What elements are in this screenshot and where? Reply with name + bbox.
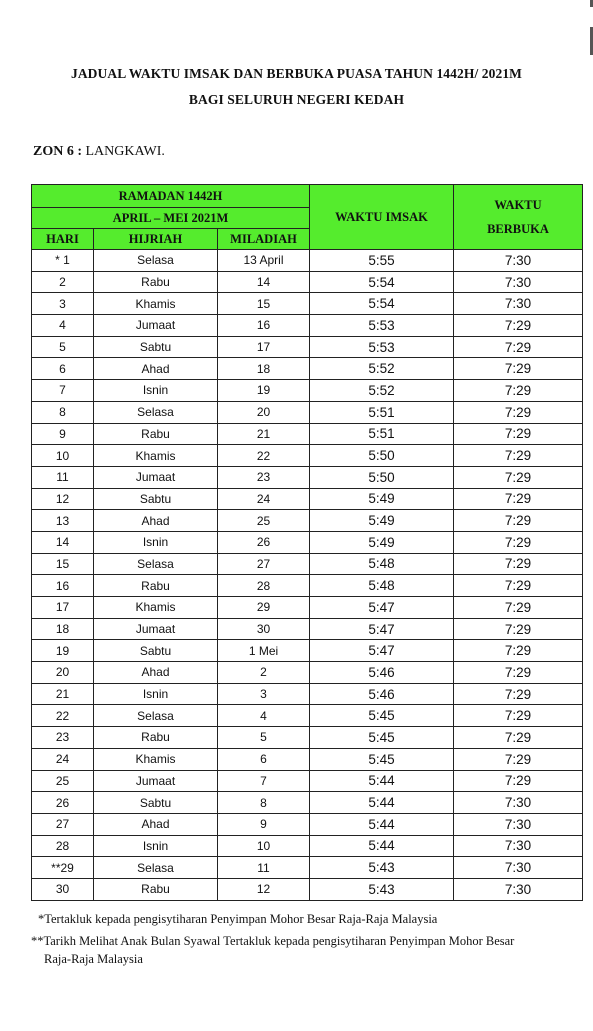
table-row bbox=[32, 510, 583, 532]
berbuka-time-cell: 7:30 bbox=[454, 857, 583, 879]
berbuka-time-cell: 7:29 bbox=[454, 597, 583, 619]
miladiah-cell: 24 bbox=[218, 488, 310, 510]
table-row bbox=[32, 250, 583, 272]
berbuka-time-cell: 7:29 bbox=[454, 401, 583, 423]
berbuka-time-cell: 7:30 bbox=[454, 293, 583, 315]
table-row bbox=[32, 792, 583, 814]
miladiah-cell: 8 bbox=[218, 792, 310, 814]
table-row bbox=[32, 553, 583, 575]
table-row bbox=[32, 423, 583, 445]
schedule-table-body bbox=[32, 250, 583, 901]
hijriah-cell: Khamis bbox=[94, 293, 218, 315]
hijriah-cell: Selasa bbox=[94, 401, 218, 423]
schedule-table bbox=[31, 184, 583, 901]
berbuka-time-cell: 7:30 bbox=[454, 271, 583, 293]
miladiah-cell: 23 bbox=[218, 466, 310, 488]
hari-cell: 26 bbox=[32, 792, 94, 814]
table-row bbox=[32, 488, 583, 510]
hari-cell: 19 bbox=[32, 640, 94, 662]
hari-cell: 30 bbox=[32, 878, 94, 900]
miladiah-cell: 26 bbox=[218, 531, 310, 553]
table-row bbox=[32, 835, 583, 857]
hari-cell: 3 bbox=[32, 293, 94, 315]
miladiah-cell: 16 bbox=[218, 315, 310, 337]
hari-cell: 25 bbox=[32, 770, 94, 792]
footnote-1: *Tertakluk kepada pengisytiharan Penyimpan Mohor Besar Raja-Raja Malaysia bbox=[38, 912, 438, 926]
miladiah-cell: 11 bbox=[218, 857, 310, 879]
berbuka-time-cell: 7:29 bbox=[454, 640, 583, 662]
hijriah-cell: Ahad bbox=[94, 813, 218, 835]
hari-cell: 27 bbox=[32, 813, 94, 835]
miladiah-cell: 7 bbox=[218, 770, 310, 792]
miladiah-cell: 28 bbox=[218, 575, 310, 597]
miladiah-cell: 20 bbox=[218, 401, 310, 423]
miladiah-cell: 25 bbox=[218, 510, 310, 532]
hari-cell: 13 bbox=[32, 510, 94, 532]
imsak-time-cell: 5:43 bbox=[310, 857, 454, 879]
berbuka-time-cell: 7:30 bbox=[454, 250, 583, 272]
table-row bbox=[32, 727, 583, 749]
ramadan-header: RAMADAN 1442H bbox=[32, 185, 310, 208]
hijriah-cell: Khamis bbox=[94, 445, 218, 467]
table-row bbox=[32, 640, 583, 662]
miladiah-cell: 9 bbox=[218, 813, 310, 835]
berbuka-time-cell: 7:29 bbox=[454, 358, 583, 380]
hijriah-cell: Sabtu bbox=[94, 336, 218, 358]
table-row bbox=[32, 597, 583, 619]
miladiah-cell: 27 bbox=[218, 553, 310, 575]
miladiah-cell: 15 bbox=[218, 293, 310, 315]
miladiah-cell: 17 bbox=[218, 336, 310, 358]
hijriah-cell: Rabu bbox=[94, 271, 218, 293]
hijriah-cell: Jumaat bbox=[94, 770, 218, 792]
imsak-time-cell: 5:44 bbox=[310, 792, 454, 814]
hijriah-cell: Jumaat bbox=[94, 315, 218, 337]
hijriah-cell: Rabu bbox=[94, 878, 218, 900]
berbuka-time-cell: 7:29 bbox=[454, 705, 583, 727]
document-title-line1: JADUAL WAKTU IMSAK DAN BERBUKA PUASA TAHUN 1442H/ 2021M bbox=[70, 66, 523, 81]
imsak-time-cell: 5:54 bbox=[310, 271, 454, 293]
berbuka-column-header bbox=[454, 185, 583, 250]
miladiah-cell: 3 bbox=[218, 683, 310, 705]
miladiah-cell: 1 Mei bbox=[218, 640, 310, 662]
miladiah-cell: 30 bbox=[218, 618, 310, 640]
berbuka-header-line2: BERBUKA bbox=[487, 222, 549, 236]
berbuka-time-cell: 7:30 bbox=[454, 835, 583, 857]
berbuka-time-cell: 7:29 bbox=[454, 380, 583, 402]
footnote-2-line1: **Tarikh Melihat Anak Bulan Syawal Tertakluk kepada pengisytiharan Penyimpan Mohor Besar bbox=[31, 934, 515, 948]
table-row bbox=[32, 315, 583, 337]
hari-cell: 4 bbox=[32, 315, 94, 337]
miladiah-column-header: MILADIAH bbox=[218, 229, 310, 250]
hari-cell: 6 bbox=[32, 358, 94, 380]
miladiah-cell: 13 April bbox=[218, 250, 310, 272]
hijriah-column-header: HIJRIAH bbox=[94, 229, 218, 250]
imsak-time-cell: 5:43 bbox=[310, 878, 454, 900]
berbuka-time-cell: 7:29 bbox=[454, 510, 583, 532]
table-row bbox=[32, 683, 583, 705]
hijriah-cell: Isnin bbox=[94, 531, 218, 553]
imsak-time-cell: 5:55 bbox=[310, 250, 454, 272]
footnote-2-line2: Raja-Raja Malaysia bbox=[44, 952, 143, 966]
hari-cell: 9 bbox=[32, 423, 94, 445]
hari-cell: 16 bbox=[32, 575, 94, 597]
imsak-time-cell: 5:44 bbox=[310, 813, 454, 835]
hari-cell: 20 bbox=[32, 662, 94, 684]
hari-cell: 15 bbox=[32, 553, 94, 575]
hari-cell: 18 bbox=[32, 618, 94, 640]
imsak-time-cell: 5:45 bbox=[310, 748, 454, 770]
hari-cell: 7 bbox=[32, 380, 94, 402]
hijriah-cell: Rabu bbox=[94, 423, 218, 445]
berbuka-time-cell: 7:29 bbox=[454, 618, 583, 640]
zone-label: ZON 6 : bbox=[33, 144, 82, 159]
imsak-time-cell: 5:46 bbox=[310, 662, 454, 684]
berbuka-time-cell: 7:29 bbox=[454, 770, 583, 792]
table-row bbox=[32, 336, 583, 358]
table-row bbox=[32, 466, 583, 488]
hijriah-cell: Khamis bbox=[94, 597, 218, 619]
table-row bbox=[32, 575, 583, 597]
berbuka-time-cell: 7:29 bbox=[454, 423, 583, 445]
berbuka-time-cell: 7:29 bbox=[454, 748, 583, 770]
imsak-time-cell: 5:52 bbox=[310, 358, 454, 380]
berbuka-time-cell: 7:29 bbox=[454, 683, 583, 705]
imsak-time-cell: 5:46 bbox=[310, 683, 454, 705]
hijriah-cell: Isnin bbox=[94, 835, 218, 857]
imsak-time-cell: 5:54 bbox=[310, 293, 454, 315]
imsak-time-cell: 5:49 bbox=[310, 488, 454, 510]
berbuka-time-cell: 7:29 bbox=[454, 662, 583, 684]
berbuka-time-cell: 7:29 bbox=[454, 531, 583, 553]
hijriah-cell: Jumaat bbox=[94, 618, 218, 640]
table-row bbox=[32, 618, 583, 640]
hijriah-cell: Isnin bbox=[94, 683, 218, 705]
miladiah-cell: 5 bbox=[218, 727, 310, 749]
hijriah-cell: Selasa bbox=[94, 250, 218, 272]
footnotes bbox=[31, 910, 571, 968]
table-row bbox=[32, 857, 583, 879]
imsak-column-header: WAKTU IMSAK bbox=[310, 185, 454, 250]
hari-cell: 17 bbox=[32, 597, 94, 619]
hari-cell: 23 bbox=[32, 727, 94, 749]
table-row bbox=[32, 705, 583, 727]
table-row bbox=[32, 531, 583, 553]
berbuka-time-cell: 7:29 bbox=[454, 488, 583, 510]
table-row bbox=[32, 380, 583, 402]
hari-column-header: HARI bbox=[32, 229, 94, 250]
table-row bbox=[32, 358, 583, 380]
hari-cell: 11 bbox=[32, 466, 94, 488]
table-row bbox=[32, 271, 583, 293]
hari-cell: 22 bbox=[32, 705, 94, 727]
imsak-time-cell: 5:49 bbox=[310, 531, 454, 553]
berbuka-time-cell: 7:30 bbox=[454, 813, 583, 835]
hijriah-cell: Jumaat bbox=[94, 466, 218, 488]
imsak-time-cell: 5:45 bbox=[310, 705, 454, 727]
miladiah-cell: 4 bbox=[218, 705, 310, 727]
hari-cell: * 1 bbox=[32, 250, 94, 272]
imsak-time-cell: 5:53 bbox=[310, 315, 454, 337]
hari-cell: 8 bbox=[32, 401, 94, 423]
hari-cell: 2 bbox=[32, 271, 94, 293]
berbuka-time-cell: 7:29 bbox=[454, 445, 583, 467]
imsak-time-cell: 5:45 bbox=[310, 727, 454, 749]
hari-cell: 10 bbox=[32, 445, 94, 467]
imsak-time-cell: 5:49 bbox=[310, 510, 454, 532]
miladiah-cell: 12 bbox=[218, 878, 310, 900]
footnote-2 bbox=[31, 932, 571, 968]
imsak-time-cell: 5:44 bbox=[310, 770, 454, 792]
month-range-header: APRIL – MEI 2021M bbox=[32, 208, 310, 229]
miladiah-cell: 2 bbox=[218, 662, 310, 684]
hari-cell: 5 bbox=[32, 336, 94, 358]
berbuka-time-cell: 7:30 bbox=[454, 792, 583, 814]
imsak-time-cell: 5:47 bbox=[310, 597, 454, 619]
table-row bbox=[32, 401, 583, 423]
imsak-time-cell: 5:50 bbox=[310, 466, 454, 488]
table-row bbox=[32, 813, 583, 835]
berbuka-time-cell: 7:29 bbox=[454, 727, 583, 749]
imsak-time-cell: 5:48 bbox=[310, 553, 454, 575]
imsak-time-cell: 5:51 bbox=[310, 423, 454, 445]
imsak-time-cell: 5:51 bbox=[310, 401, 454, 423]
imsak-time-cell: 5:50 bbox=[310, 445, 454, 467]
hijriah-cell: Sabtu bbox=[94, 640, 218, 662]
hijriah-cell: Sabtu bbox=[94, 792, 218, 814]
hijriah-cell: Ahad bbox=[94, 358, 218, 380]
table-row bbox=[32, 770, 583, 792]
berbuka-time-cell: 7:29 bbox=[454, 553, 583, 575]
table-row bbox=[32, 293, 583, 315]
table-row bbox=[32, 662, 583, 684]
berbuka-time-cell: 7:30 bbox=[454, 878, 583, 900]
hari-cell: **29 bbox=[32, 857, 94, 879]
hari-cell: 14 bbox=[32, 531, 94, 553]
miladiah-cell: 29 bbox=[218, 597, 310, 619]
hijriah-cell: Rabu bbox=[94, 575, 218, 597]
table-row bbox=[32, 748, 583, 770]
hari-cell: 12 bbox=[32, 488, 94, 510]
hijriah-cell: Selasa bbox=[94, 553, 218, 575]
hijriah-cell: Khamis bbox=[94, 748, 218, 770]
hijriah-cell: Ahad bbox=[94, 662, 218, 684]
hijriah-cell: Ahad bbox=[94, 510, 218, 532]
miladiah-cell: 10 bbox=[218, 835, 310, 857]
berbuka-time-cell: 7:29 bbox=[454, 315, 583, 337]
berbuka-header-line1: WAKTU bbox=[494, 198, 542, 212]
miladiah-cell: 14 bbox=[218, 271, 310, 293]
imsak-time-cell: 5:48 bbox=[310, 575, 454, 597]
document-title-line2: BAGI SELURUH NEGERI KEDAH bbox=[188, 92, 405, 107]
hijriah-cell: Isnin bbox=[94, 380, 218, 402]
hari-cell: 28 bbox=[32, 835, 94, 857]
table-row bbox=[32, 878, 583, 900]
berbuka-time-cell: 7:29 bbox=[454, 466, 583, 488]
hijriah-cell: Selasa bbox=[94, 857, 218, 879]
imsak-time-cell: 5:52 bbox=[310, 380, 454, 402]
miladiah-cell: 18 bbox=[218, 358, 310, 380]
zone-heading bbox=[33, 144, 165, 160]
berbuka-time-cell: 7:29 bbox=[454, 336, 583, 358]
imsak-time-cell: 5:47 bbox=[310, 640, 454, 662]
berbuka-time-cell: 7:29 bbox=[454, 575, 583, 597]
table-row bbox=[32, 445, 583, 467]
miladiah-cell: 21 bbox=[218, 423, 310, 445]
imsak-time-cell: 5:44 bbox=[310, 835, 454, 857]
miladiah-cell: 6 bbox=[218, 748, 310, 770]
miladiah-cell: 22 bbox=[218, 445, 310, 467]
hari-cell: 21 bbox=[32, 683, 94, 705]
hijriah-cell: Selasa bbox=[94, 705, 218, 727]
hijriah-cell: Rabu bbox=[94, 727, 218, 749]
zone-name: LANGKAWI. bbox=[85, 144, 165, 159]
miladiah-cell: 19 bbox=[218, 380, 310, 402]
hijriah-cell: Sabtu bbox=[94, 488, 218, 510]
imsak-time-cell: 5:53 bbox=[310, 336, 454, 358]
imsak-time-cell: 5:47 bbox=[310, 618, 454, 640]
hari-cell: 24 bbox=[32, 748, 94, 770]
